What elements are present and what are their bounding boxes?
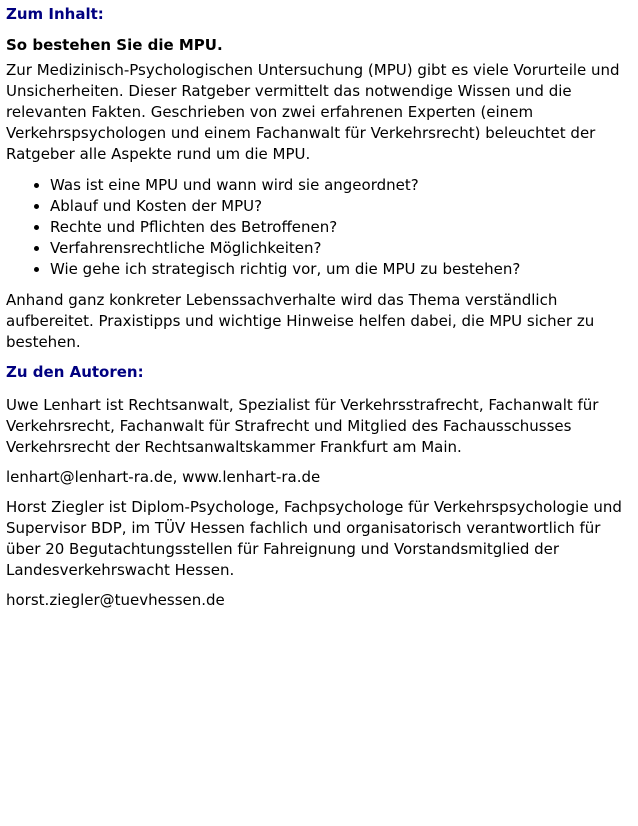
list-item: • Ablauf und Kosten der MPU? [50, 196, 632, 217]
list-item: • Verfahrensrechtliche Möglichkeiten? [50, 238, 632, 259]
author2-bio: Horst Ziegler ist Diplom-Psychologe, Fachpsychologe für Verkehrspsychologie und Supervisor BDP, im TÜV Hessen fachlich und organisatorisch verantwortlich für über 20 Begutachtungsstellen für Fahreignung und Vorstandsmitglied der Landesverkehrswacht Hessen. [6, 498, 622, 579]
authors-heading: Zu den Autoren: [6, 363, 144, 381]
outro-paragraph: Anhand ganz konkreter Lebenssachverhalte wird das Thema verständlich aufbereitet. Praxistipps und wichtige Hinweise helfen dabei, die MPU sicher zu bestehen. [6, 291, 595, 351]
list-item: • Rechte und Pflichten des Betroffenen? [50, 217, 632, 238]
list-item: • Wie gehe ich strategisch richtig vor, um die MPU zu bestehen? [50, 259, 632, 280]
intro-paragraph: Zur Medizinisch-Psychologischen Untersuchung (MPU) gibt es viele Vorurteile und Unsicherheiten. Dieser Ratgeber vermittelt das notwendige Wissen und die relevanten Fakten. Geschrieben von zwei erfahrenen Experten (einem Verkehrspsychologen und einem Fachanwalt für Verkehrsrecht) beleuchtet der Ratgeber alle Aspekte rund um die MPU. [6, 61, 620, 163]
book-title: So bestehen Sie die MPU. [6, 36, 223, 54]
author1-bio: Uwe Lenhart ist Rechtsanwalt, Spezialist für Verkehrsstrafrecht, Fachanwalt für Verkehrsrecht, Fachanwalt für Strafrecht und Mitglied des Fachausschusses Verkehrsrecht der Rechtsanwaltskammer Frankfurt am Main. [6, 396, 599, 456]
author1-contact: lenhart@lenhart-ra.de, www.lenhart-ra.de [6, 468, 321, 486]
topic-list [6, 175, 632, 280]
author2-contact: horst.ziegler@tuevhessen.de [6, 591, 225, 609]
content-heading: Zum Inhalt: [6, 5, 104, 23]
list-item: • Was ist eine MPU und wann wird sie angeordnet? [50, 175, 632, 196]
